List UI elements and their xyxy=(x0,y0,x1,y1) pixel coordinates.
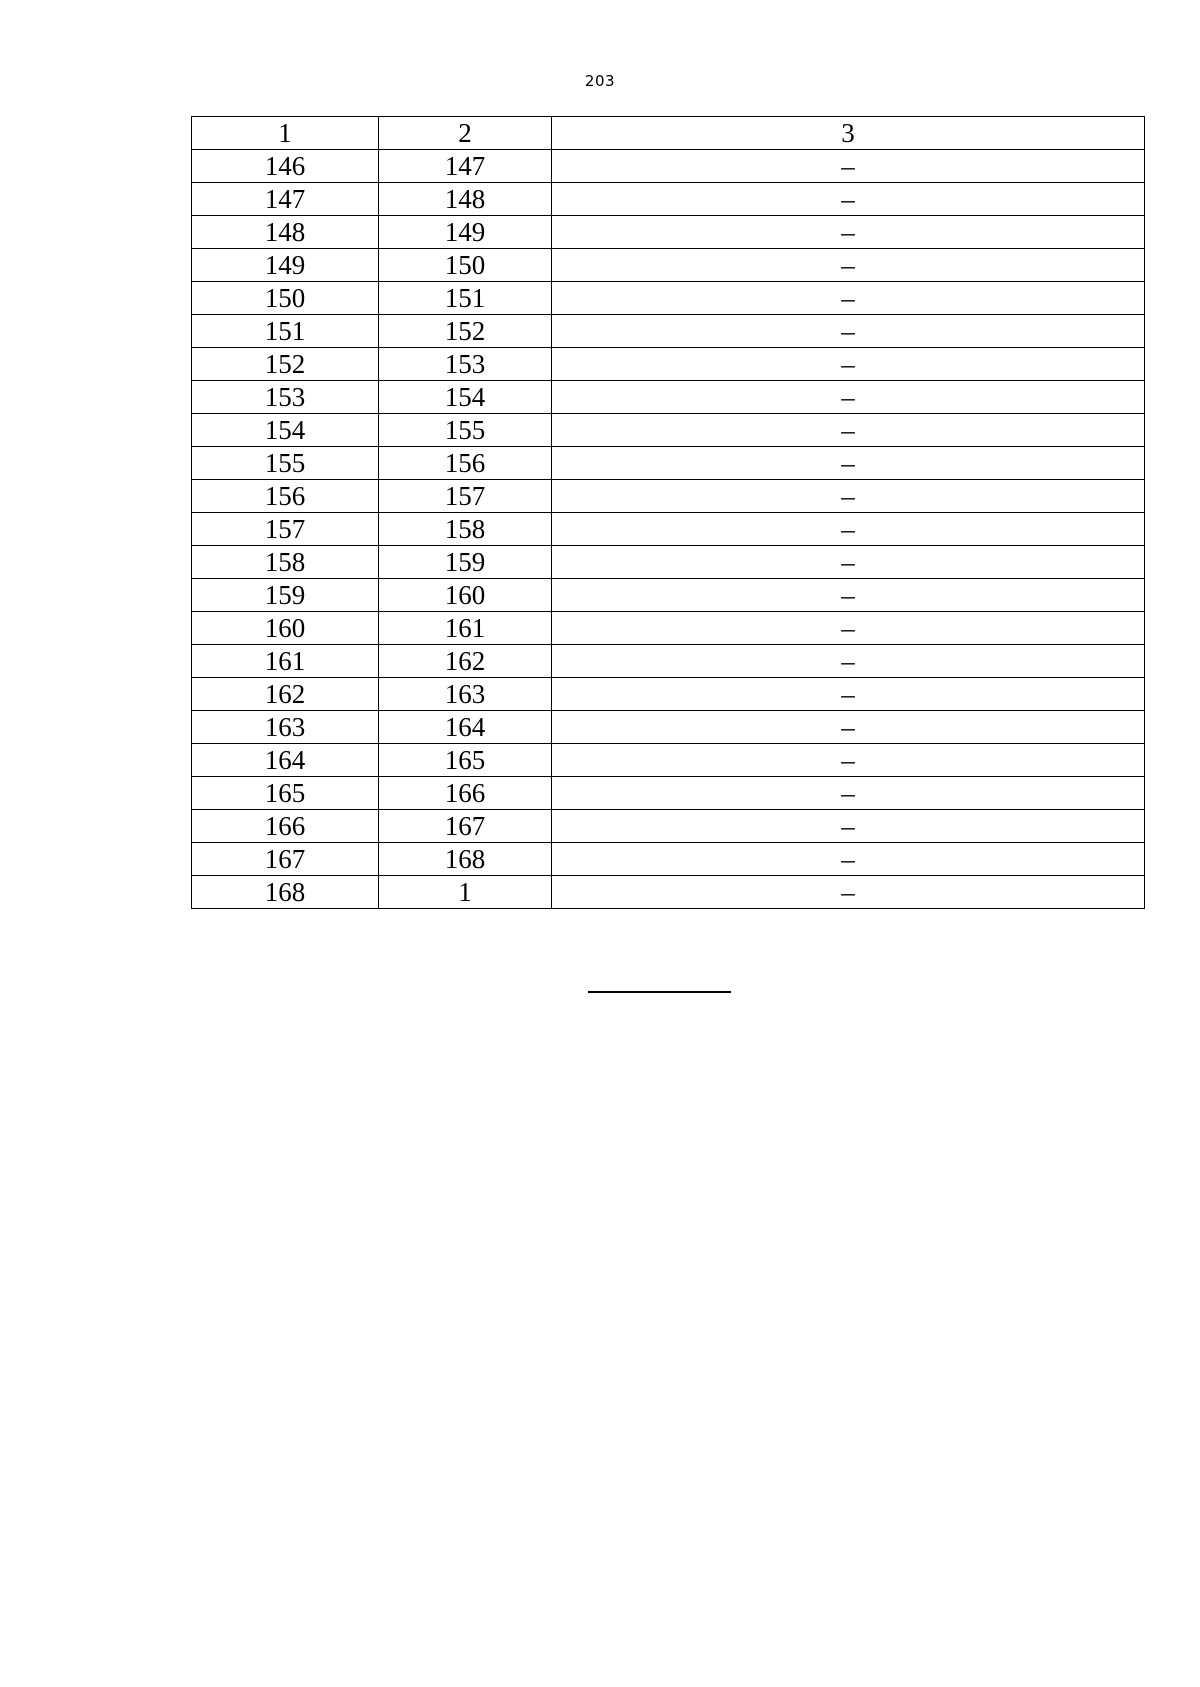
table-cell-col1: 159 xyxy=(192,579,379,612)
table-cell-col3: – xyxy=(552,876,1145,909)
header-cell-col1: 1 xyxy=(192,117,379,150)
table-cell-col2: 147 xyxy=(379,150,552,183)
table-cell-col3: – xyxy=(552,678,1145,711)
table-cell-col2: 1 xyxy=(379,876,552,909)
table-cell-col3: – xyxy=(552,480,1145,513)
table-cell-col2: 152 xyxy=(379,315,552,348)
table-cell-col3: – xyxy=(552,216,1145,249)
table-cell-col1: 157 xyxy=(192,513,379,546)
table-cell-col3: – xyxy=(552,810,1145,843)
table-cell-col2: 154 xyxy=(379,381,552,414)
table-row xyxy=(192,282,1145,315)
table-cell-col2: 164 xyxy=(379,711,552,744)
table-cell-col2: 153 xyxy=(379,348,552,381)
table-cell-col1: 155 xyxy=(192,447,379,480)
table-cell-col1: 147 xyxy=(192,183,379,216)
table-cell-col3: – xyxy=(552,777,1145,810)
table-cell-col3: – xyxy=(552,744,1145,777)
end-rule xyxy=(588,991,731,993)
table-row xyxy=(192,843,1145,876)
table-row xyxy=(192,315,1145,348)
table-cell-col3: – xyxy=(552,612,1145,645)
table-cell-col3: – xyxy=(552,150,1145,183)
table-cell-col3: – xyxy=(552,711,1145,744)
table-row xyxy=(192,744,1145,777)
table-cell-col1: 151 xyxy=(192,315,379,348)
table-cell-col3: – xyxy=(552,843,1145,876)
table-cell-col2: 168 xyxy=(379,843,552,876)
table-row xyxy=(192,480,1145,513)
table-cell-col1: 152 xyxy=(192,348,379,381)
table-cell-col2: 167 xyxy=(379,810,552,843)
data-table xyxy=(191,116,1145,909)
table-cell-col1: 156 xyxy=(192,480,379,513)
table-cell-col2: 149 xyxy=(379,216,552,249)
table-cell-col2: 161 xyxy=(379,612,552,645)
table-cell-col3: – xyxy=(552,414,1145,447)
header-cell-col3: 3 xyxy=(552,117,1145,150)
table-row xyxy=(192,777,1145,810)
table-cell-col3: – xyxy=(552,381,1145,414)
table-row xyxy=(192,876,1145,909)
table-cell-col2: 155 xyxy=(379,414,552,447)
table-cell-col2: 165 xyxy=(379,744,552,777)
table-cell-col2: 162 xyxy=(379,645,552,678)
table-cell-col1: 154 xyxy=(192,414,379,447)
table-row xyxy=(192,447,1145,480)
table-row xyxy=(192,216,1145,249)
table-row xyxy=(192,513,1145,546)
table-row xyxy=(192,546,1145,579)
table-header xyxy=(192,117,1145,150)
table-cell-col1: 158 xyxy=(192,546,379,579)
table-cell-col2: 160 xyxy=(379,579,552,612)
table-row xyxy=(192,249,1145,282)
table-cell-col2: 163 xyxy=(379,678,552,711)
table-cell-col1: 150 xyxy=(192,282,379,315)
table-cell-col1: 146 xyxy=(192,150,379,183)
table-cell-col1: 149 xyxy=(192,249,379,282)
table-cell-col1: 153 xyxy=(192,381,379,414)
table-row xyxy=(192,810,1145,843)
table-cell-col2: 158 xyxy=(379,513,552,546)
table-cell-col1: 168 xyxy=(192,876,379,909)
table-cell-col2: 151 xyxy=(379,282,552,315)
table-row xyxy=(192,150,1145,183)
table-row xyxy=(192,381,1145,414)
table-cell-col3: – xyxy=(552,315,1145,348)
table-cell-col3: – xyxy=(552,183,1145,216)
table-cell-col1: 166 xyxy=(192,810,379,843)
table-cell-col3: – xyxy=(552,579,1145,612)
table-cell-col1: 161 xyxy=(192,645,379,678)
table-cell-col2: 156 xyxy=(379,447,552,480)
table-cell-col3: – xyxy=(552,546,1145,579)
table-row xyxy=(192,711,1145,744)
table-cell-col3: – xyxy=(552,447,1145,480)
table-cell-col2: 157 xyxy=(379,480,552,513)
table-cell-col2: 159 xyxy=(379,546,552,579)
table-cell-col3: – xyxy=(552,645,1145,678)
header-cell-col2: 2 xyxy=(379,117,552,150)
table-row xyxy=(192,183,1145,216)
header-row xyxy=(192,117,1145,150)
table-row xyxy=(192,678,1145,711)
table-cell-col1: 148 xyxy=(192,216,379,249)
table-body xyxy=(192,150,1145,909)
table-cell-col2: 166 xyxy=(379,777,552,810)
table-cell-col3: – xyxy=(552,348,1145,381)
table-row xyxy=(192,645,1145,678)
table-row xyxy=(192,348,1145,381)
table-cell-col3: – xyxy=(552,249,1145,282)
table-cell-col1: 167 xyxy=(192,843,379,876)
table-cell-col3: – xyxy=(552,282,1145,315)
table-row xyxy=(192,414,1145,447)
table-row xyxy=(192,612,1145,645)
table-row xyxy=(192,579,1145,612)
table-cell-col1: 163 xyxy=(192,711,379,744)
table-cell-col1: 162 xyxy=(192,678,379,711)
table-cell-col1: 160 xyxy=(192,612,379,645)
table-cell-col3: – xyxy=(552,513,1145,546)
table-cell-col2: 150 xyxy=(379,249,552,282)
page-number: 203 xyxy=(584,72,616,90)
table-cell-col2: 148 xyxy=(379,183,552,216)
table-cell-col1: 164 xyxy=(192,744,379,777)
table-cell-col1: 165 xyxy=(192,777,379,810)
